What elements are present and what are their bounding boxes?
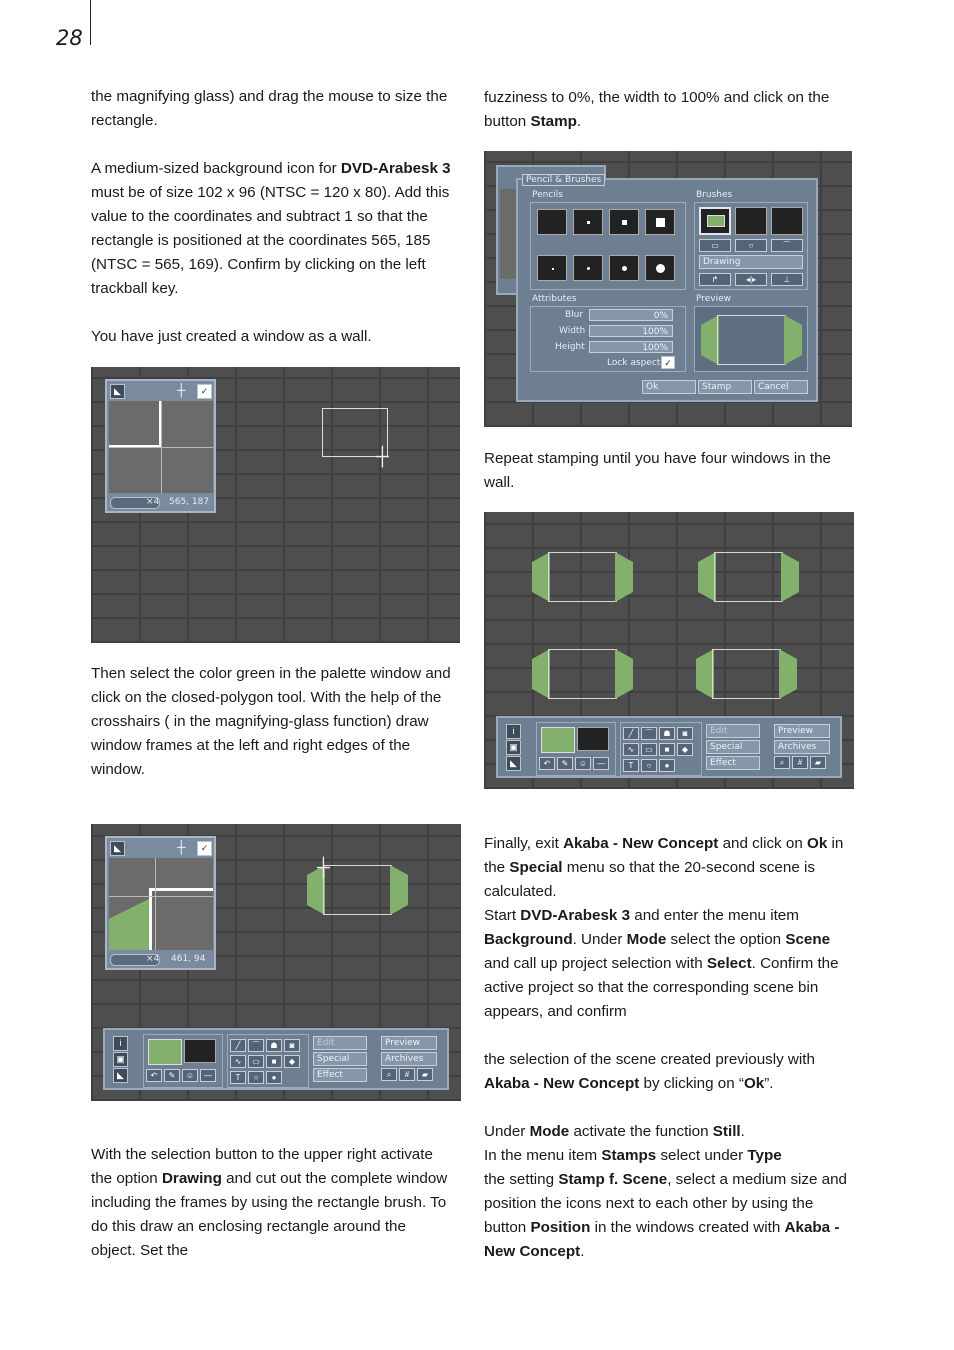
line-tool-icon[interactable]: ╱ [623,727,639,740]
filled-rectangle-tool-icon[interactable]: ■ [266,1055,282,1068]
pencil-size-1[interactable] [537,209,567,235]
brush-slot-2[interactable] [735,207,767,235]
camera-tool-icon[interactable]: ◙ [677,727,693,740]
paragraph: fuzziness to 0%, the width to 100% and click on the button Stamp. [484,89,830,130]
color-group [143,1034,223,1088]
right-column-top [484,86,856,134]
curve-tool-icon[interactable]: ∿ [623,743,639,756]
pencil-round-3[interactable] [609,255,639,281]
preview-group [694,306,808,372]
preview-label: Preview [696,294,732,304]
polygon-tool-icon[interactable]: ⌒ [641,727,657,740]
dialog-title: Pencil & Brushes [522,174,605,186]
pencil-size-3[interactable] [609,209,639,235]
rectangle-tool-icon[interactable]: ▭ [248,1055,264,1068]
closed-polygon-tool-icon[interactable]: ☗ [266,1039,282,1052]
line-width-icon[interactable]: — [200,1069,216,1082]
paragraph: Finally, exit Akaba - New Concept and click on Ok in the Special menu so that the 20-second scene is calculated. Start DVD-Arabesk 3 and enter the menu item Background. Under Mode select the option Scene and call up project selection with Select. Confirm the active project so that the corresponding scene bin appears, and confirm [484,835,844,1020]
pencil-round-2[interactable] [573,255,603,281]
preview-button[interactable]: Preview [381,1036,437,1050]
text-tool-icon[interactable]: T [230,1071,246,1084]
effect-button[interactable]: Effect [313,1068,367,1082]
undo-icon[interactable]: ↶ [539,757,555,770]
special-button[interactable]: Special [706,740,760,754]
flip-horizontal-icon[interactable]: ◂|▸ [735,273,767,286]
color-group [536,722,616,776]
crosshair-cursor-icon: ┼ [317,857,330,877]
paragraph: With the selection button to the upper right activate the option Drawing and cut out the complete window including the frames by using the rectangle brush. To do this draw an enclosing rectangle around the object. Set the [91,1146,448,1259]
pencils-label: Pencils [532,190,563,200]
attributes-label: Attributes [532,294,577,304]
eraser-tool-icon[interactable]: ◆ [677,743,693,756]
paragraph: the selection of the scene created previously with Akaba - New Concept by clicking on “Ok”. [484,1051,815,1092]
screenshot-magnifier-rectangle [91,367,460,643]
grid-icon[interactable]: # [399,1068,415,1081]
edit-button[interactable]: Edit [706,724,760,738]
paragraph: Then select the color green in the palette window and click on the closed-polygon tool. With the help of the crosshairs ( in the magnifying-glass function) draw window frames at the left and right edges of the window. [91,665,451,778]
check-icon[interactable]: ✓ [197,384,212,399]
left-column-middle [91,662,463,782]
page-number-rule [90,0,91,45]
tools-group [227,1034,309,1088]
page-number: 28 [56,26,83,50]
magnifier-window [105,379,216,513]
foreground-color-swatch[interactable] [148,1039,182,1065]
pencil-brushes-dialog [516,175,818,402]
preview-window-frame [701,315,802,365]
rectangle-brush-icon[interactable]: ▭ [699,239,731,252]
magnified-view [109,401,213,493]
info-icon[interactable]: i [506,724,521,739]
crosshair-icon[interactable]: ┼ [177,383,186,397]
width-label: Width [559,326,586,336]
coordinates-readout: 565, 187 [169,497,210,507]
info-icon[interactable]: i [113,1036,128,1051]
filled-rectangle-tool-icon[interactable]: ■ [659,743,675,756]
left-column-top [91,85,463,349]
left-column-bottom [91,1143,451,1263]
brushes-label: Brushes [696,190,733,200]
stamped-window [698,552,799,602]
move-icon[interactable]: ◣ [110,841,125,856]
screen-icon[interactable]: ▣ [113,1052,128,1067]
background-color-swatch[interactable] [184,1039,216,1063]
effect-button[interactable]: Effect [706,756,760,770]
screenshot-four-windows [484,512,854,789]
undo-icon[interactable]: ↶ [146,1069,162,1082]
zoom-level: ×4 [146,954,160,964]
archives-button[interactable]: Archives [381,1052,437,1066]
line-tool-icon[interactable]: ╱ [230,1039,246,1052]
brush-selected[interactable] [699,207,731,235]
cancel-button[interactable]: Cancel [754,380,808,394]
mask-icon[interactable]: ☺ [575,757,591,770]
background-color-swatch[interactable] [577,727,609,751]
height-value: 100% [642,343,668,353]
brush-stamp-icon[interactable]: ▰ [810,756,826,769]
right-column-bottom [484,832,856,1264]
zoom-level: ×4 [146,497,160,507]
paragraph: the magnifying glass) and drag the mouse to size the rectangle. [91,88,448,129]
rectangle-tool-icon[interactable]: ▭ [641,743,657,756]
grid-icon[interactable]: # [792,756,808,769]
text-tool-icon[interactable]: T [623,759,639,772]
freeform-brush-icon[interactable]: ⌒ [771,239,803,252]
ok-button[interactable]: Ok [642,380,696,394]
magnifier-icon[interactable]: ⌕ [774,756,790,769]
height-slider[interactable] [589,341,673,353]
pencil-round-4[interactable] [645,255,675,281]
filled-circle-tool-icon[interactable]: ● [659,759,675,772]
line-width-icon[interactable]: — [593,757,609,770]
circle-tool-icon[interactable]: ○ [248,1071,264,1084]
magnifier-window [105,836,216,970]
lock-aspect-label: Lock aspect [607,358,661,368]
brush-mode-value: Drawing [703,257,741,267]
filled-circle-tool-icon[interactable]: ● [266,1071,282,1084]
eyedropper-icon[interactable]: ✎ [557,757,573,770]
move-icon[interactable]: ◣ [110,384,125,399]
archives-button[interactable]: Archives [774,740,830,754]
paragraph: Under Mode activate the function Still. In the menu item Stamps select under Type the setting Stamp f. Scene, select a medium size and position the icons next to each other by using the button Position in the windows created with Akaba - New Concept. [484,1123,848,1260]
right-column-middle [484,447,856,495]
magnified-view [109,858,213,950]
width-value: 100% [642,327,668,337]
special-button[interactable]: Special [313,1052,367,1066]
stamp-button[interactable]: Stamp [698,380,752,394]
screenshot-green-frames [91,824,461,1101]
circle-tool-icon[interactable]: ○ [641,759,657,772]
preview-button[interactable]: Preview [774,724,830,738]
brushes-group [694,202,808,290]
stamped-window [696,649,797,699]
polygon-tool-icon[interactable]: ⌒ [248,1039,264,1052]
height-label: Height [555,342,585,352]
pencil-size-2[interactable] [573,209,603,235]
screen-icon[interactable]: ▣ [506,740,521,755]
tools-group [620,722,702,776]
coordinates-readout: 461, 94 [171,954,206,964]
camera-tool-icon[interactable]: ◙ [284,1039,300,1052]
circle-brush-icon[interactable]: ○ [735,239,767,252]
stamped-window [532,649,633,699]
stamped-window [532,552,633,602]
pencil-size-4[interactable] [645,209,675,235]
move-icon[interactable]: ◣ [113,1068,128,1083]
blur-value: 0% [653,311,668,321]
move-icon[interactable]: ◣ [506,756,521,771]
edit-button[interactable]: Edit [313,1036,367,1050]
rotate-icon[interactable]: ↱ [699,273,731,286]
brush-mode-select[interactable] [699,255,803,269]
width-slider[interactable] [589,325,673,337]
magnifier-icon[interactable]: ⌕ [381,1068,397,1081]
paragraph: You have just created a window as a wall. [91,328,372,345]
palette-toolbar [103,1028,449,1090]
check-icon[interactable]: ✓ [197,841,212,856]
brush-slot-3[interactable] [771,207,803,235]
curve-tool-icon[interactable]: ∿ [230,1055,246,1068]
palette-toolbar [496,716,842,778]
paragraph: A medium-sized background icon for DVD-Arabesk 3 must be of size 102 x 96 (NTSC = 120 x 80). Add this value to the coordinates and subtract 1 so that the rectangle is positioned at the coordinates 565, 185 (NTSC = 565, 169). Confirm by clicking on the left trackball key. [91,160,451,297]
lock-aspect-checkbox[interactable]: ✓ [661,356,675,369]
attributes-group [530,306,686,372]
eyedropper-icon[interactable]: ✎ [164,1069,180,1082]
brush-stamp-icon[interactable]: ▰ [417,1068,433,1081]
eraser-tool-icon[interactable]: ◆ [284,1055,300,1068]
crosshair-icon[interactable]: ┼ [177,840,186,854]
screenshot-pencil-brushes [484,151,852,427]
mask-icon[interactable]: ☺ [182,1069,198,1082]
closed-polygon-tool-icon[interactable]: ☗ [659,727,675,740]
blur-label: Blur [565,310,584,320]
pencil-round-1[interactable] [537,255,567,281]
foreground-color-swatch[interactable] [541,727,575,753]
crosshair-cursor-icon: ┼ [376,446,389,466]
pencils-group [530,202,686,290]
paragraph: Repeat stamping until you have four windows in the wall. [484,450,831,491]
flip-vertical-icon[interactable]: ⊥ [771,273,803,286]
blur-slider[interactable] [589,309,673,321]
